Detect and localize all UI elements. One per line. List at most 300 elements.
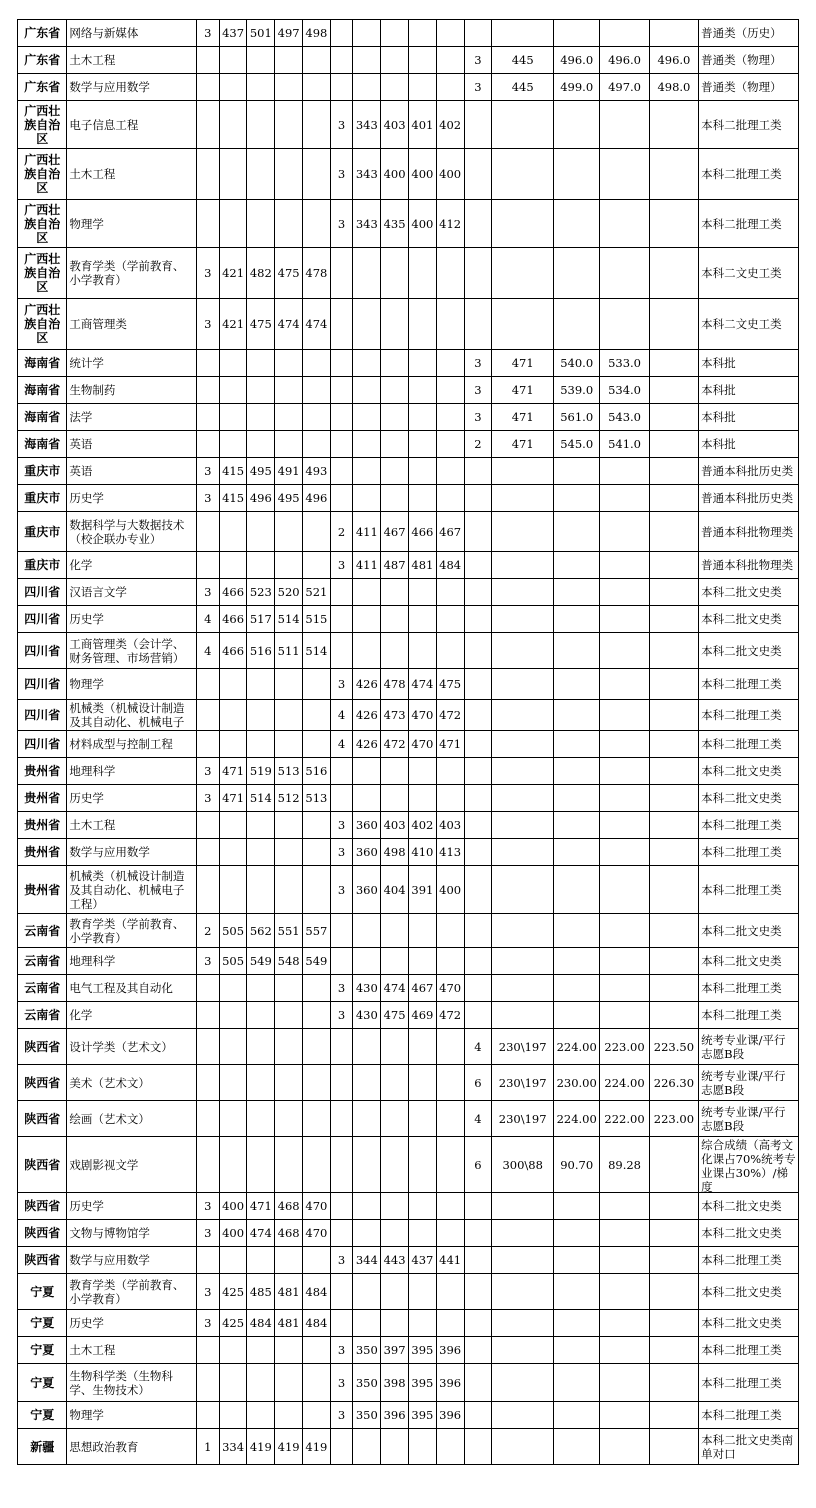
score-cell <box>381 377 409 404</box>
category-cell-text: 本科二批理工类 <box>701 737 782 751</box>
score-cell: 484 <box>303 1310 331 1337</box>
province-cell: 陕西省 <box>18 1137 67 1193</box>
score-cell <box>353 633 381 669</box>
category-cell <box>699 1337 799 1364</box>
score-cell: 471 <box>219 785 247 812</box>
score-cell: 350 <box>353 1402 381 1429</box>
major-cell <box>67 1065 197 1101</box>
major-cell <box>67 1429 197 1465</box>
score-cell: 3 <box>197 248 220 299</box>
table-row <box>18 1002 799 1029</box>
score-cell <box>554 485 600 512</box>
major-cell-text: 土木工程 <box>69 1343 116 1357</box>
major-cell-text: 法学 <box>69 410 93 424</box>
score-cell <box>408 1310 436 1337</box>
major-cell-text: 汉语言文学 <box>69 585 127 599</box>
category-cell <box>699 1247 799 1274</box>
major-cell <box>67 485 197 512</box>
score-cell <box>554 1310 600 1337</box>
score-cell <box>600 1337 649 1364</box>
score-cell: 396 <box>436 1364 464 1402</box>
major-cell-text: 电子信息工程 <box>69 117 139 132</box>
score-cell <box>197 404 220 431</box>
score-cell <box>275 1137 303 1193</box>
score-cell: 498 <box>381 839 409 866</box>
major-cell-text: 历史学 <box>69 1316 104 1330</box>
score-cell <box>649 1310 698 1337</box>
score-cell <box>219 1101 247 1137</box>
score-cell: 470 <box>408 700 436 731</box>
score-cell <box>303 200 331 248</box>
score-cell <box>330 948 353 975</box>
score-cell: 226.30 <box>649 1065 698 1101</box>
table-row <box>18 1247 799 1274</box>
score-cell <box>247 669 275 700</box>
score-cell: 3 <box>464 404 492 431</box>
score-cell <box>436 47 464 74</box>
score-cell: 3 <box>197 1193 220 1220</box>
score-cell <box>219 101 247 149</box>
score-cell: 495 <box>247 458 275 485</box>
score-cell: 466 <box>408 512 436 552</box>
score-cell <box>649 606 698 633</box>
score-cell <box>197 1364 220 1402</box>
score-cell: 3 <box>197 20 220 47</box>
score-cell <box>492 1002 554 1029</box>
table-row <box>18 1274 799 1310</box>
score-cell <box>464 700 492 731</box>
score-cell <box>554 948 600 975</box>
score-cell <box>554 200 600 248</box>
category-cell-text: 本科批 <box>701 356 736 370</box>
score-cell: 475 <box>436 669 464 700</box>
score-cell: 496.0 <box>554 47 600 74</box>
score-cell <box>353 458 381 485</box>
table-row <box>18 377 799 404</box>
major-cell-text: 设计学类（艺术文） <box>69 1039 173 1054</box>
score-cell <box>381 458 409 485</box>
major-cell <box>67 1402 197 1429</box>
score-cell <box>381 248 409 299</box>
major-cell <box>67 200 197 248</box>
score-cell <box>436 1310 464 1337</box>
score-cell <box>219 431 247 458</box>
score-cell: 402 <box>408 812 436 839</box>
score-cell: 344 <box>353 1247 381 1274</box>
category-cell <box>699 700 799 731</box>
score-cell: 549 <box>247 948 275 975</box>
score-cell <box>649 839 698 866</box>
score-cell: 400 <box>436 149 464 200</box>
score-cell <box>219 74 247 101</box>
score-cell <box>649 248 698 299</box>
province-cell: 云南省 <box>18 1002 67 1029</box>
score-cell <box>303 1002 331 1029</box>
score-cell <box>408 1029 436 1065</box>
province-cell: 陕西省 <box>18 1220 67 1247</box>
score-cell: 543.0 <box>600 404 649 431</box>
score-cell <box>197 975 220 1002</box>
score-cell <box>247 975 275 1002</box>
score-cell <box>330 74 353 101</box>
score-cell <box>219 1247 247 1274</box>
score-cell: 343 <box>353 101 381 149</box>
major-cell-text: 物理学 <box>69 216 104 231</box>
score-cell <box>649 1002 698 1029</box>
score-cell <box>408 785 436 812</box>
major-cell-text: 美术（艺术文） <box>69 1075 150 1090</box>
score-cell <box>464 1364 492 1402</box>
province-cell: 宁夏 <box>18 1274 67 1310</box>
score-cell: 396 <box>436 1402 464 1429</box>
score-cell <box>554 731 600 758</box>
major-cell <box>67 552 197 579</box>
score-cell <box>330 1137 353 1193</box>
score-cell <box>408 1137 436 1193</box>
score-cell <box>330 785 353 812</box>
score-cell <box>464 248 492 299</box>
score-cell <box>649 1402 698 1429</box>
score-cell <box>353 377 381 404</box>
major-cell-text: 英语 <box>69 464 93 478</box>
score-cell <box>330 1193 353 1220</box>
major-cell <box>67 404 197 431</box>
score-cell <box>381 74 409 101</box>
province-cell: 四川省 <box>18 731 67 758</box>
province-cell: 宁夏 <box>18 1402 67 1429</box>
score-cell <box>600 552 649 579</box>
score-cell <box>554 512 600 552</box>
score-cell <box>381 633 409 669</box>
score-cell <box>303 866 331 914</box>
score-cell <box>275 1247 303 1274</box>
score-cell: 4 <box>464 1101 492 1137</box>
score-cell: 3 <box>330 1337 353 1364</box>
score-cell <box>464 579 492 606</box>
score-cell <box>600 606 649 633</box>
category-cell-text: 普通本科批历史类 <box>701 464 794 478</box>
score-cell <box>600 299 649 350</box>
score-cell: 426 <box>353 669 381 700</box>
major-cell-text: 数据科学与大数据技术（校企联办专业） <box>69 517 185 546</box>
score-cell <box>464 606 492 633</box>
score-cell <box>303 1247 331 1274</box>
category-cell-text: 本科二批文史类 <box>701 791 782 805</box>
score-cell <box>381 1137 409 1193</box>
major-cell-text: 历史学 <box>69 612 104 626</box>
score-cell <box>275 1002 303 1029</box>
score-cell: 505 <box>219 948 247 975</box>
category-cell <box>699 785 799 812</box>
score-cell: 425 <box>219 1310 247 1337</box>
category-cell <box>699 866 799 914</box>
score-cell <box>492 101 554 149</box>
score-cell <box>303 1337 331 1364</box>
score-cell: 516 <box>247 633 275 669</box>
score-cell: 478 <box>381 669 409 700</box>
score-cell <box>600 101 649 149</box>
table-row <box>18 485 799 512</box>
major-cell-text: 物理学 <box>69 677 104 691</box>
score-cell: 511 <box>275 633 303 669</box>
table-row <box>18 47 799 74</box>
score-cell: 534.0 <box>600 377 649 404</box>
score-cell <box>275 47 303 74</box>
score-cell: 561.0 <box>554 404 600 431</box>
score-cell <box>219 1364 247 1402</box>
score-cell <box>303 512 331 552</box>
major-cell-text: 网络与新媒体 <box>69 26 139 40</box>
score-cell <box>649 149 698 200</box>
category-cell-text: 普通类（物理） <box>701 53 782 67</box>
score-cell <box>381 914 409 948</box>
score-cell: 223.00 <box>600 1029 649 1065</box>
province-cell: 云南省 <box>18 948 67 975</box>
province-cell: 四川省 <box>18 633 67 669</box>
score-cell: 411 <box>353 552 381 579</box>
category-cell-text: 本科二批文史类 <box>701 643 782 658</box>
province-cell: 贵州省 <box>18 839 67 866</box>
score-cell <box>554 101 600 149</box>
score-cell <box>649 485 698 512</box>
score-cell <box>219 512 247 552</box>
score-cell: 3 <box>330 1364 353 1402</box>
score-cell <box>464 633 492 669</box>
major-cell <box>67 512 197 552</box>
score-cell: 403 <box>436 812 464 839</box>
province-cell: 宁夏 <box>18 1310 67 1337</box>
score-cell: 396 <box>436 1337 464 1364</box>
table-row <box>18 1065 799 1101</box>
score-cell: 471 <box>492 350 554 377</box>
score-cell: 415 <box>219 485 247 512</box>
score-cell <box>464 758 492 785</box>
score-cell: 3 <box>330 669 353 700</box>
score-cell <box>554 248 600 299</box>
score-cell <box>197 866 220 914</box>
score-cell: 540.0 <box>554 350 600 377</box>
category-cell <box>699 1065 799 1101</box>
category-cell-text: 本科二批文史类 <box>701 1316 782 1330</box>
score-cell <box>353 47 381 74</box>
table-row <box>18 731 799 758</box>
score-cell <box>436 74 464 101</box>
score-cell <box>303 350 331 377</box>
score-cell <box>197 669 220 700</box>
score-cell <box>353 785 381 812</box>
province-cell: 新疆 <box>18 1429 67 1465</box>
score-cell <box>247 1337 275 1364</box>
major-cell <box>67 1310 197 1337</box>
province-cell: 陕西省 <box>18 1247 67 1274</box>
score-cell <box>464 101 492 149</box>
table-row <box>18 200 799 248</box>
category-cell <box>699 1402 799 1429</box>
score-cell <box>436 431 464 458</box>
score-cell <box>353 299 381 350</box>
score-cell <box>275 700 303 731</box>
score-cell: 391 <box>408 866 436 914</box>
major-cell-text: 地理科学 <box>69 764 116 778</box>
score-cell <box>408 1193 436 1220</box>
category-cell-text: 本科批 <box>701 383 736 397</box>
score-cell <box>649 669 698 700</box>
major-cell <box>67 248 197 299</box>
table-row <box>18 839 799 866</box>
score-cell: 403 <box>381 101 409 149</box>
score-cell <box>275 839 303 866</box>
score-cell <box>464 785 492 812</box>
score-cell <box>464 485 492 512</box>
score-cell: 419 <box>247 1429 275 1465</box>
score-cell: 481 <box>275 1274 303 1310</box>
score-cell <box>492 485 554 512</box>
score-cell <box>330 248 353 299</box>
score-cell <box>197 350 220 377</box>
category-cell-text: 本科二批文史类 <box>701 1284 782 1299</box>
major-cell <box>67 731 197 758</box>
score-cell: 2 <box>464 431 492 458</box>
major-cell-text: 工商管理类 <box>69 317 127 331</box>
score-cell <box>649 431 698 458</box>
score-cell <box>649 758 698 785</box>
province-cell: 四川省 <box>18 669 67 700</box>
score-cell <box>600 248 649 299</box>
major-cell-text: 戏剧影视文学 <box>69 1157 139 1172</box>
table-row <box>18 1364 799 1402</box>
score-cell <box>600 20 649 47</box>
score-cell <box>600 485 649 512</box>
table-row <box>18 606 799 633</box>
category-cell-text: 本科二批文史类 <box>701 612 782 626</box>
score-cell: 401 <box>408 101 436 149</box>
score-cell <box>492 866 554 914</box>
score-cell <box>275 1065 303 1101</box>
score-cell <box>408 299 436 350</box>
score-cell: 471 <box>492 377 554 404</box>
score-cell <box>408 404 436 431</box>
score-cell: 3 <box>330 975 353 1002</box>
score-cell <box>197 1247 220 1274</box>
major-cell-text: 统计学 <box>69 356 104 370</box>
score-cell: 3 <box>197 1310 220 1337</box>
category-cell <box>699 839 799 866</box>
score-cell <box>600 1402 649 1429</box>
score-cell <box>408 758 436 785</box>
score-cell: 470 <box>436 975 464 1002</box>
category-cell <box>699 606 799 633</box>
major-cell <box>67 149 197 200</box>
category-cell <box>699 458 799 485</box>
score-cell: 400 <box>219 1193 247 1220</box>
score-cell: 4 <box>464 1029 492 1065</box>
score-cell <box>275 552 303 579</box>
major-cell-text: 机械类（机械设计制造及其自动化、机械电子 <box>69 700 185 729</box>
score-cell <box>408 74 436 101</box>
score-cell <box>381 1029 409 1065</box>
category-cell <box>699 248 799 299</box>
score-cell: 430 <box>353 1002 381 1029</box>
score-cell: 551 <box>275 914 303 948</box>
major-cell-text: 化学 <box>69 1008 93 1022</box>
category-cell <box>699 914 799 948</box>
province-cell: 陕西省 <box>18 1029 67 1065</box>
score-cell <box>600 669 649 700</box>
major-cell <box>67 20 197 47</box>
score-cell <box>554 458 600 485</box>
score-cell <box>330 20 353 47</box>
score-cell <box>353 948 381 975</box>
score-cell <box>275 377 303 404</box>
score-cell <box>197 812 220 839</box>
score-cell: 495 <box>275 485 303 512</box>
province-cell: 重庆市 <box>18 485 67 512</box>
score-cell <box>436 1274 464 1310</box>
major-cell-text: 历史学 <box>69 791 104 805</box>
category-cell-text: 本科二批文史类 <box>701 764 782 778</box>
score-cell: 468 <box>275 1220 303 1247</box>
score-cell <box>219 812 247 839</box>
score-cell <box>649 1337 698 1364</box>
score-cell: 469 <box>408 1002 436 1029</box>
score-cell: 557 <box>303 914 331 948</box>
score-cell <box>247 839 275 866</box>
score-cell: 514 <box>303 633 331 669</box>
score-cell <box>436 785 464 812</box>
score-cell: 400 <box>436 866 464 914</box>
score-cell <box>554 579 600 606</box>
score-cell <box>219 1065 247 1101</box>
score-cell: 515 <box>303 606 331 633</box>
score-cell <box>649 1274 698 1310</box>
score-cell <box>247 866 275 914</box>
score-cell <box>492 299 554 350</box>
score-cell: 3 <box>197 1274 220 1310</box>
score-cell <box>219 1402 247 1429</box>
score-cell <box>600 458 649 485</box>
major-cell-text: 材料成型与控制工程 <box>69 737 173 751</box>
score-cell <box>649 458 698 485</box>
score-cell <box>408 20 436 47</box>
score-cell <box>275 350 303 377</box>
category-cell <box>699 975 799 1002</box>
score-cell <box>408 1220 436 1247</box>
category-cell <box>699 377 799 404</box>
score-cell <box>436 404 464 431</box>
category-cell <box>699 1274 799 1310</box>
score-cell <box>303 812 331 839</box>
province-cell: 重庆市 <box>18 512 67 552</box>
score-cell <box>219 149 247 200</box>
score-cell <box>492 1310 554 1337</box>
score-cell <box>408 1065 436 1101</box>
score-cell: 223.00 <box>649 1101 698 1137</box>
score-cell <box>408 948 436 975</box>
province-cell: 贵州省 <box>18 785 67 812</box>
category-cell-text: 本科二批文史类 <box>701 585 782 599</box>
score-cell: 404 <box>381 866 409 914</box>
score-cell: 484 <box>303 1274 331 1310</box>
score-cell: 6 <box>464 1137 492 1193</box>
score-cell <box>219 350 247 377</box>
score-cell: 496 <box>303 485 331 512</box>
score-cell <box>247 350 275 377</box>
score-cell: 501 <box>247 20 275 47</box>
table-row <box>18 431 799 458</box>
score-cell <box>649 579 698 606</box>
major-cell-text: 教育学类（学前教育、小学教育） <box>69 916 185 945</box>
major-cell-text: 生物科学类（生物科学、生物技术） <box>69 1368 173 1397</box>
